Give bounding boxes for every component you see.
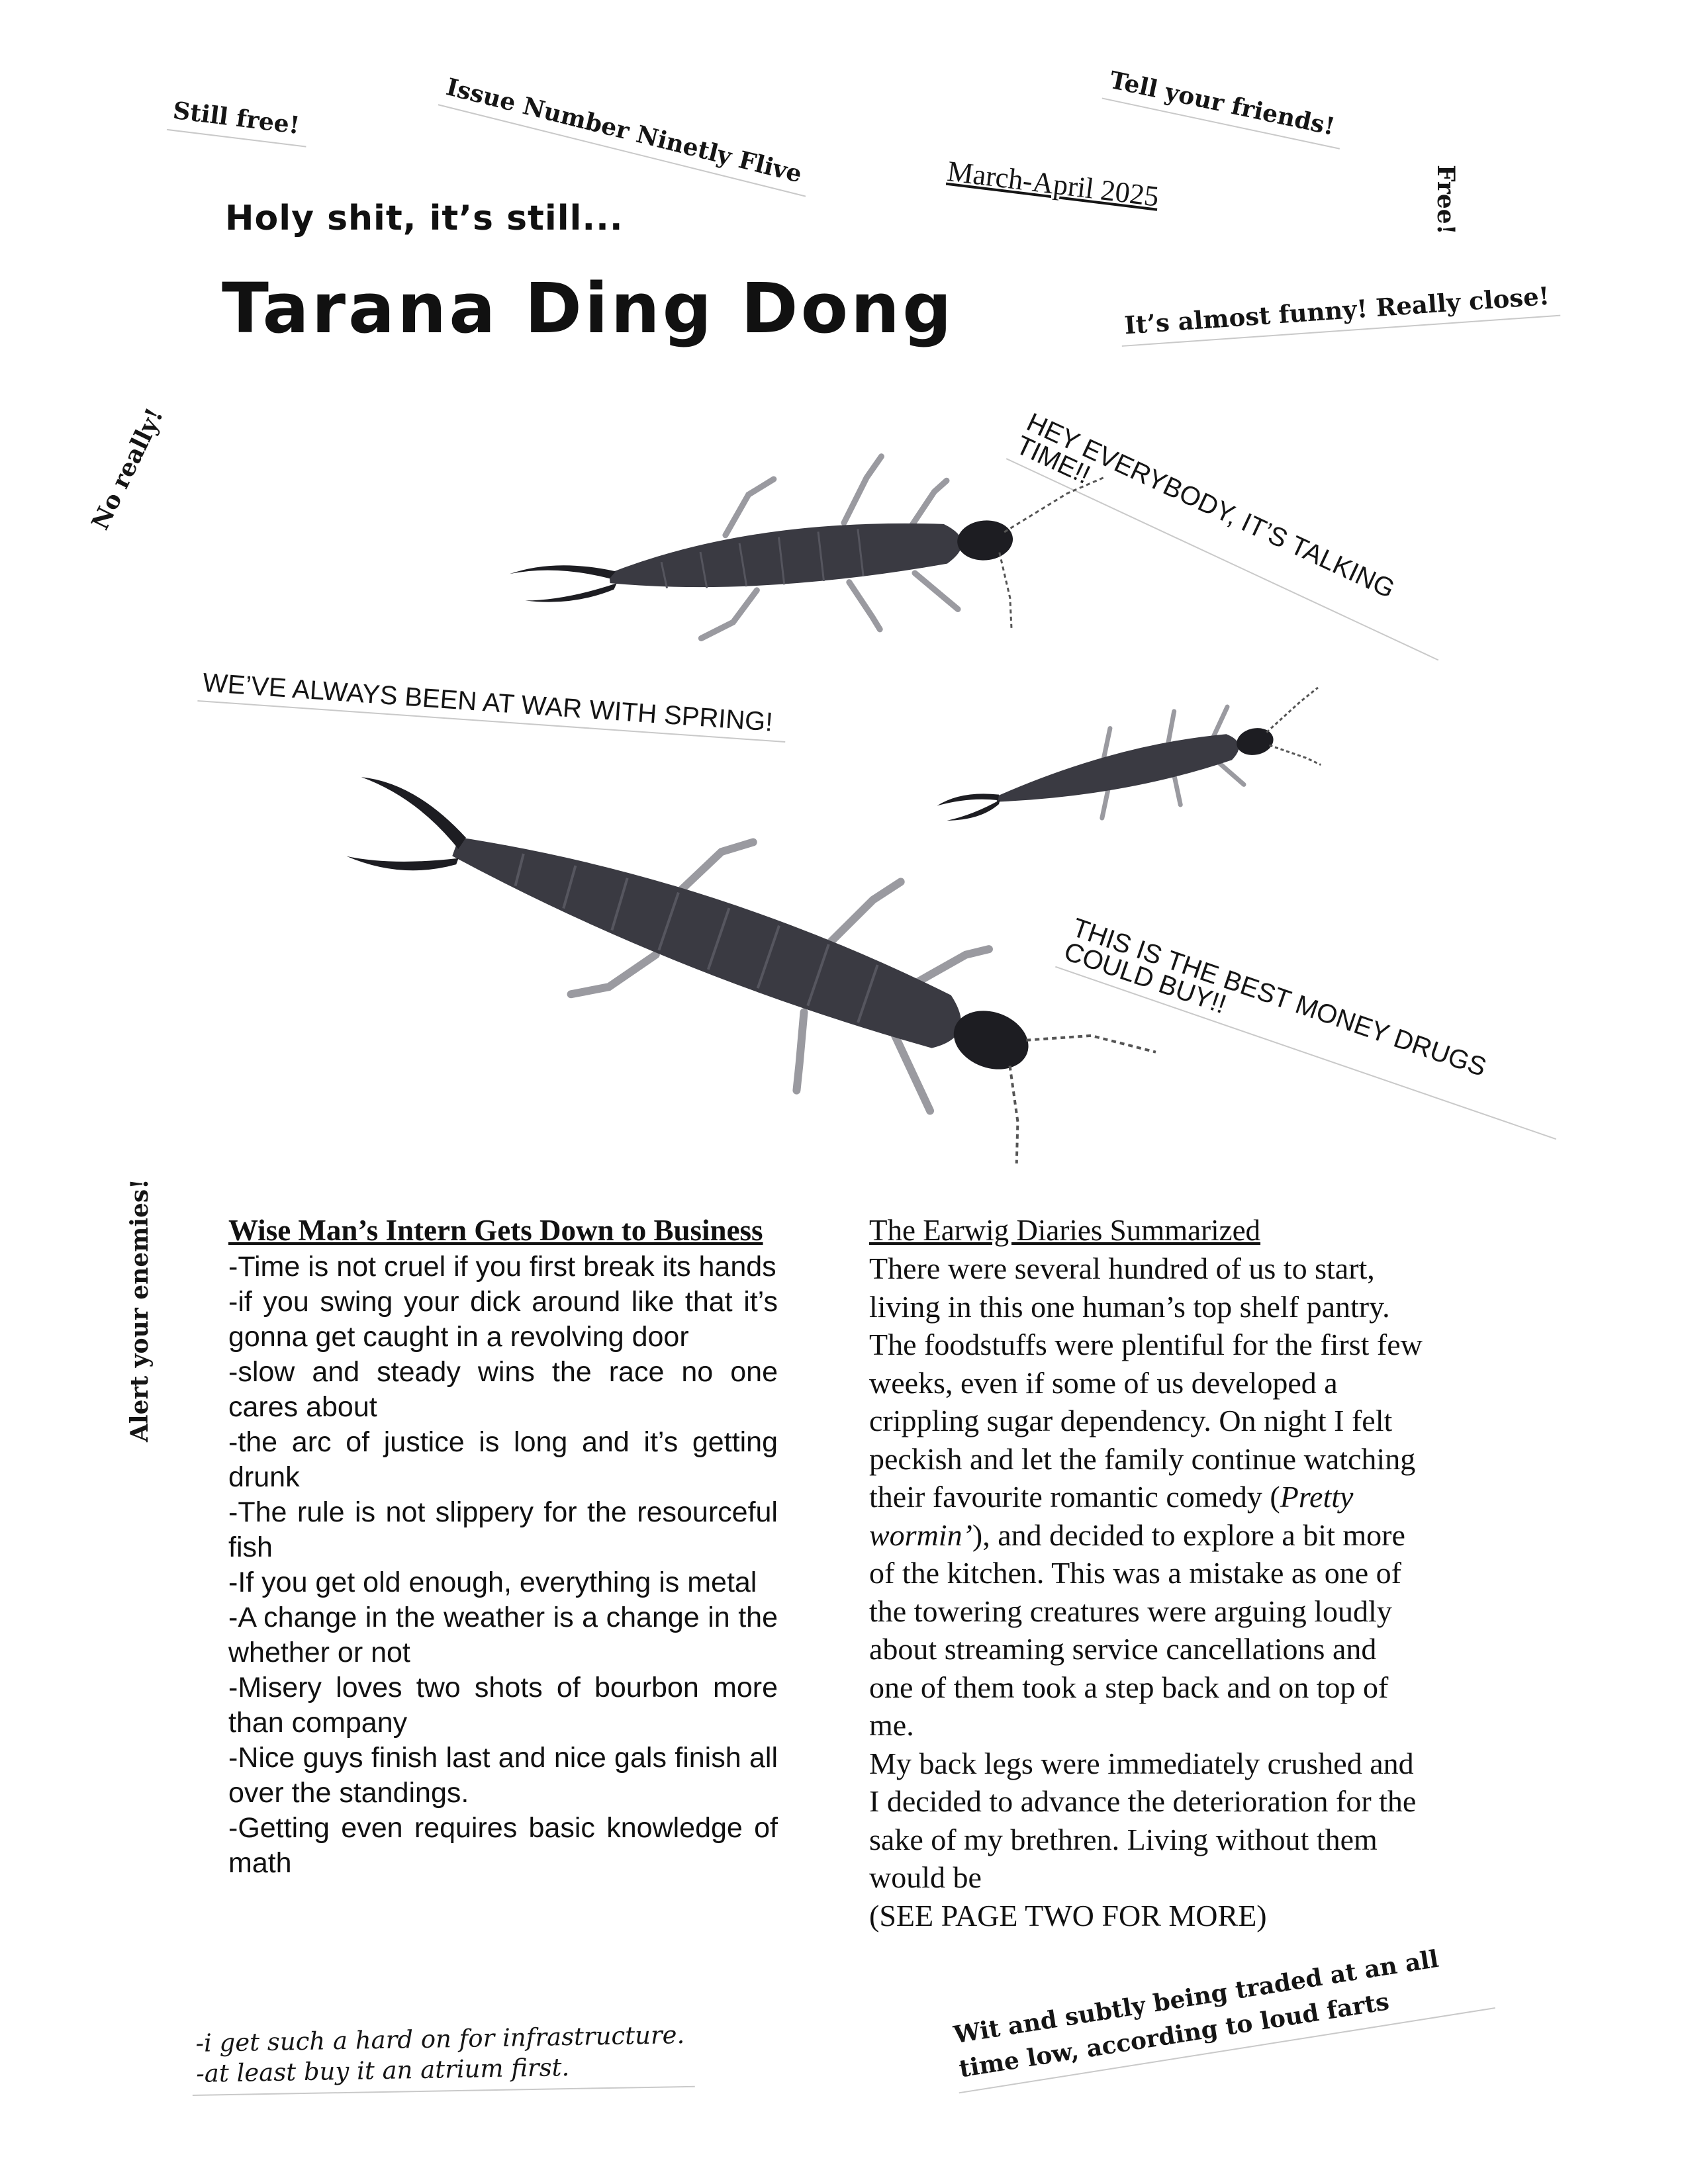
masthead-title: Tarana Ding Dong: [222, 268, 955, 349]
aphorism-item: -the arc of justice is long and it’s getting drunk: [228, 1426, 778, 1493]
diary-paragraph-1: [869, 1250, 1425, 1745]
aphorism-list: [228, 1250, 778, 1881]
clip-no-really: No really!: [86, 404, 169, 535]
diary-text-1: There were several hundred of us to start, living in this one human’s top shelf pantry. The foodstuffs were plentiful for the first few weeks, even if some of us developed a crippling sugar dependency. On night I felt peckish and let the family continue watching their favourite romantic comedy (: [869, 1251, 1423, 1514]
clip-almost-funny: It’s almost funny! Really close!: [1119, 281, 1560, 347]
aphorism-item: -The rule is not slippery for the resourceful fish: [228, 1496, 778, 1563]
right-column-heading: The Earwig Diaries Summarized: [869, 1214, 1261, 1247]
left-column-heading: Wise Man’s Intern Gets Down to Business: [228, 1214, 763, 1247]
aphorism-item: -Time is not cruel if you first break its hands: [228, 1251, 776, 1283]
earwig-illustration-top: [477, 450, 1139, 675]
earwig-illustration-bottom: [318, 801, 1178, 1105]
aphorism-item: -Getting even requires basic knowledge of math: [228, 1812, 778, 1879]
clip-best-money: THIS IS THE BEST MONEY DRUGS COULD BUY!!: [1055, 913, 1574, 1140]
clip-date: March-April 2025: [945, 154, 1161, 213]
aphorism-item: -Misery loves two shots of bourbon more than company: [228, 1672, 778, 1739]
aphorism-item: -slow and steady wins the race no one cares about: [228, 1356, 778, 1423]
clip-wit-text: Wit and subtly being traded at an all time low, according to loud farts: [951, 1944, 1440, 2083]
clip-still-free: Still free!: [167, 96, 310, 147]
infrastructure-line-1: -i get such a hard on for infrastructure.: [195, 2021, 685, 2058]
continued-note: (SEE PAGE TWO FOR MORE): [869, 1898, 1267, 1933]
clip-infrastructure: [191, 2020, 694, 2096]
clip-talking-time: HEY EVERYBODY, IT’S TALKING TIME!!: [1006, 408, 1462, 660]
aphorism-item: -A change in the weather is a change in the whether or not: [228, 1602, 778, 1668]
aphorism-item: -Nice guys finish last and nice gals finish all over the standings.: [228, 1742, 778, 1809]
clip-alert-enemies: Alert your enemies!: [126, 1179, 154, 1442]
aphorism-item: -If you get old enough, everything is metal: [228, 1567, 757, 1598]
clip-wit-and-subtly: [947, 1934, 1495, 2093]
left-column: [228, 1211, 778, 1881]
clip-free: Free!: [1432, 165, 1460, 235]
clip-tell-friends: Tell your friends!: [1102, 66, 1346, 150]
infrastructure-line-2: -at least buy it an atrium first.: [195, 2053, 570, 2088]
clip-war-with-spring: WE’VE ALWAYS BEEN AT WAR WITH SPRING!: [197, 670, 787, 743]
right-column: [869, 1211, 1425, 1934]
clip-issue-number: Issue Number Ninetly Flive: [438, 72, 814, 197]
aphorism-item: -if you swing your dick around like that it’s gonna get caught in a revolving door: [228, 1286, 778, 1353]
movie-title: Pretty wormin’: [869, 1480, 1354, 1552]
masthead-kicker: Holy shit, it’s still...: [225, 199, 624, 238]
diary-paragraph-2: My back legs were immediately crushed and I decided to advance the deterioration for the sake of my brethren. Living without them would be: [869, 1746, 1417, 1894]
diary-text-1b: ), and decided to explore a bit more of the kitchen. This was a mistake as one of the towering creatures were arguing loudly about streaming service cancellations and one of them took a step back and on top of me.: [869, 1518, 1405, 1742]
